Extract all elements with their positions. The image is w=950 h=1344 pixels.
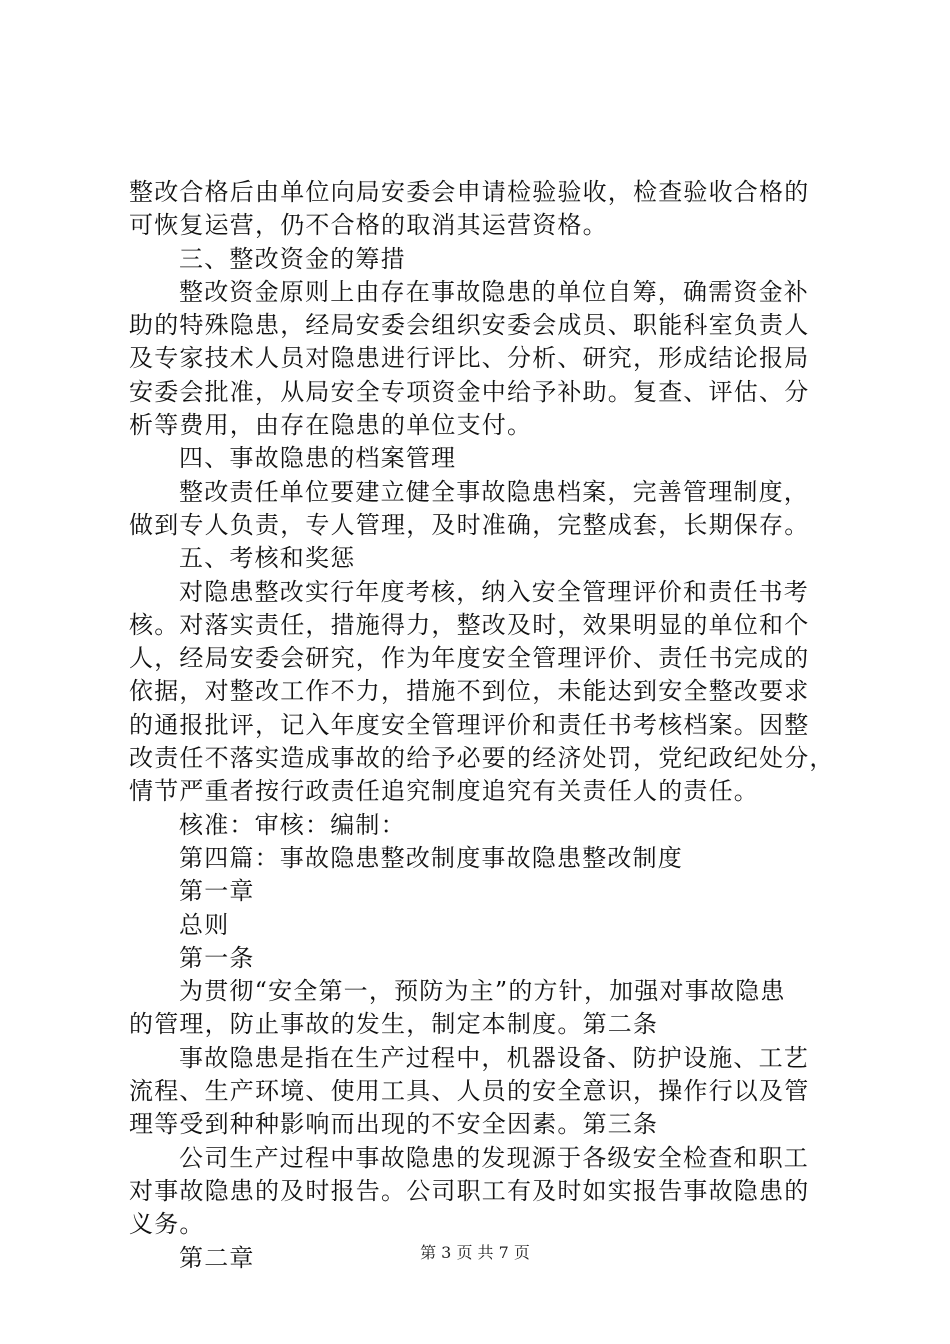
text-line: 三、整改资金的筹措 [179,244,406,273]
text-line: 依据，对整改工作不力，措施不到位，未能达到安全整改要求 [129,677,810,706]
text-line: 析等费用，由存在隐患的单位支付。 [129,411,533,440]
text-line: 义务。 [129,1210,205,1239]
text-line: 第一条 [179,943,255,972]
text-line: 对事故隐患的及时报告。公司职工有及时如实报告事故隐患的 [129,1176,810,1205]
text-line: 整改资金原则上由存在事故隐患的单位自筹，确需资金补 [179,277,809,306]
text-line: 第一章 [179,877,255,906]
text-line: 四、事故隐患的档案管理 [179,444,457,473]
text-line: 安委会批准，从局安全专项资金中给予补助。复查、评估、分 [129,377,810,406]
text-line: 五、考核和奖惩 [179,544,356,573]
text-line: 总则 [179,910,230,939]
text-line: 改责任不落实造成事故的给予必要的经济处罚，党纪政纪处分， [129,744,835,773]
text-line: 的管理，防止事故的发生，制定本制度。第二条 [129,1010,659,1039]
text-line: 核。对落实责任，措施得力，整改及时，效果明显的单位和个 [129,610,810,639]
text-line: 事故隐患是指在生产过程中，机器设备、防护设施、工艺 [179,1043,809,1072]
text-line: 核准：审核：编制： [179,810,406,839]
text-line: 为贯彻“安全第一，预防为主”的方针，加强对事故隐患 [179,977,786,1006]
text-line: 第二章 [179,1243,255,1272]
text-line: 第四篇：事故隐患整改制度事故隐患整改制度 [179,843,683,872]
text-line: 整改责任单位要建立健全事故隐患档案，完善管理制度， [179,477,809,506]
text-line: 及专家技术人员对隐患进行评比、分析、研究，形成结论报局 [129,344,810,373]
text-line: 助的特殊隐患，经局安委会组织安委会成员、职能科室负责人 [129,311,810,340]
text-line: 整改合格后由单位向局安委会申请检验验收，检查验收合格的 [129,178,810,206]
text-line: 可恢复运营，仍不合格的取消其运营资格。 [129,211,608,240]
text-line: 对隐患整改实行年度考核，纳入安全管理评价和责任书考 [179,577,809,606]
text-line: 公司生产过程中事故隐患的发现源于各级安全检查和职工 [179,1143,809,1172]
text-line: 流程、生产环境、使用工具、人员的安全意识，操作行以及管 [129,1077,810,1106]
text-line: 做到专人负责，专人管理，及时准确，完整成套，长期保存。 [129,510,810,539]
text-line: 的通报批评，记入年度安全管理评价和责任书考核档案。因整 [129,710,810,739]
text-line: 人，经局安委会研究，作为年度安全管理评价、责任书完成的 [129,644,810,673]
document-body [129,176,835,1275]
text-line: 理等受到种种影响而出现的不安全因素。第三条 [129,1110,659,1139]
text-line: 情节严重者按行政责任追究制度追究有关责任人的责任。 [129,777,759,806]
page-footer: 第 3 页 共 7 页 [420,1243,530,1262]
